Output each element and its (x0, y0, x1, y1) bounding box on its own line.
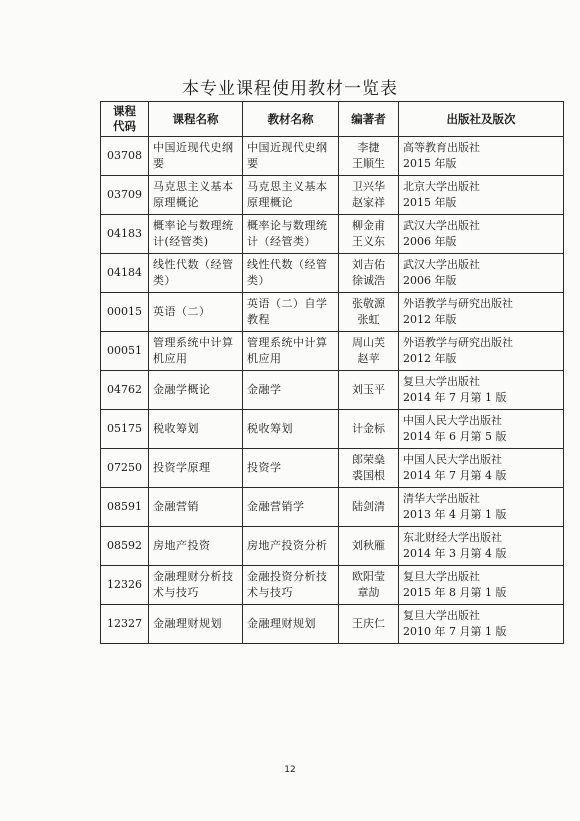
textbook-name-cell: 管理系统中计算机应用 (243, 332, 339, 371)
table-row (101, 410, 564, 449)
publisher-cell: 北京大学出版社 2015 年版 (399, 176, 564, 215)
header-course-name: 课程名称 (149, 102, 243, 137)
course-name-cell: 金融理财分析技术与技巧 (149, 566, 243, 605)
course-name-cell: 英语（二） (149, 293, 243, 332)
publisher-cell: 外语教学与研究出版社 2012 年版 (399, 332, 564, 371)
table-row (101, 527, 564, 566)
course-name-cell: 金融学概论 (149, 371, 243, 410)
table-row (101, 215, 564, 254)
course-name-cell: 税收筹划 (149, 410, 243, 449)
author-cell: 王庆仁 (339, 605, 399, 644)
header-textbook-name: 教材名称 (243, 102, 339, 137)
course-name-cell: 房地产投资 (149, 527, 243, 566)
table-row (101, 137, 564, 176)
table-row (101, 566, 564, 605)
course-code-cell: 03709 (101, 176, 149, 215)
author-cell: 卫兴华 赵家祥 (339, 176, 399, 215)
table-row (101, 254, 564, 293)
course-name-cell: 管理系统中计算机应用 (149, 332, 243, 371)
textbook-name-cell: 投资学 (243, 449, 339, 488)
course-code-cell: 05175 (101, 410, 149, 449)
publisher-cell: 中国人民大学出版社 2014 年 7 月第 4 版 (399, 449, 564, 488)
course-name-cell: 马克思主义基本原理概论 (149, 176, 243, 215)
textbook-name-cell: 金融营销学 (243, 488, 339, 527)
course-name-cell: 中国近现代史纲要 (149, 137, 243, 176)
course-code-cell: 07250 (101, 449, 149, 488)
textbook-name-cell: 金融理财规划 (243, 605, 339, 644)
table-row (101, 449, 564, 488)
textbook-name-cell: 金融投资分析技术与技巧 (243, 566, 339, 605)
author-cell: 刘玉平 (339, 371, 399, 410)
course-code-cell: 08592 (101, 527, 149, 566)
course-code-cell: 03708 (101, 137, 149, 176)
textbook-name-cell: 马克思主义基本原理概论 (243, 176, 339, 215)
course-name-cell: 线性代数（经管类） (149, 254, 243, 293)
course-name-cell: 投资学原理 (149, 449, 243, 488)
course-code-cell: 12327 (101, 605, 149, 644)
course-name-cell: 金融理财规划 (149, 605, 243, 644)
table-row (101, 332, 564, 371)
textbook-name-cell: 税收筹划 (243, 410, 339, 449)
textbook-name-cell: 金融学 (243, 371, 339, 410)
author-cell: 刘吉佑 徐诚浩 (339, 254, 399, 293)
textbook-name-cell: 概率论与数理统计（经管类） (243, 215, 339, 254)
course-code-cell: 04184 (101, 254, 149, 293)
publisher-cell: 清华大学出版社 2013 年 4 月第 1 版 (399, 488, 564, 527)
author-cell: 张敬源 张虹 (339, 293, 399, 332)
course-name-cell: 概率论与数理统计(经管类) (149, 215, 243, 254)
table-row (101, 488, 564, 527)
table-row (101, 176, 564, 215)
publisher-cell: 外语教学与研究出版社 2012 年版 (399, 293, 564, 332)
author-cell: 欧阳莹 章劼 (339, 566, 399, 605)
textbook-name-cell: 中国近现代史纲要 (243, 137, 339, 176)
course-code-cell: 12326 (101, 566, 149, 605)
textbook-table (100, 101, 564, 644)
table-row (101, 371, 564, 410)
author-cell: 周山芙 赵苹 (339, 332, 399, 371)
publisher-cell: 复旦大学出版社 2010 年 7 月第 1 版 (399, 605, 564, 644)
publisher-cell: 东北财经大学出版社 2014 年 3 月第 4 版 (399, 527, 564, 566)
publisher-cell: 复旦大学出版社 2015 年 8 月第 1 版 (399, 566, 564, 605)
textbook-name-cell: 英语（二）自学教程 (243, 293, 339, 332)
header-author: 编著者 (339, 102, 399, 137)
table-row (101, 605, 564, 644)
table-header-row (101, 102, 564, 137)
course-name-cell: 金融营销 (149, 488, 243, 527)
course-code-cell: 04762 (101, 371, 149, 410)
author-cell: 柳金甫 王义东 (339, 215, 399, 254)
table-row (101, 293, 564, 332)
author-cell: 刘秋雁 (339, 527, 399, 566)
author-cell: 郎荣燊 裘国根 (339, 449, 399, 488)
textbook-name-cell: 房地产投资分析 (243, 527, 339, 566)
page-title: 本专业课程使用教材一览表 (182, 79, 398, 99)
author-cell: 计金标 (339, 410, 399, 449)
publisher-cell: 中国人民大学出版社 2014 年 6 月第 5 版 (399, 410, 564, 449)
course-code-cell: 04183 (101, 215, 149, 254)
header-publisher: 出版社及版次 (399, 102, 564, 137)
author-cell: 陆剑清 (339, 488, 399, 527)
publisher-cell: 武汉大学出版社 2006 年版 (399, 215, 564, 254)
course-code-cell: 00015 (101, 293, 149, 332)
publisher-cell: 复旦大学出版社 2014 年 7 月第 1 版 (399, 371, 564, 410)
textbook-name-cell: 线性代数（经管类） (243, 254, 339, 293)
course-code-cell: 08591 (101, 488, 149, 527)
page-number: 12 (284, 765, 296, 775)
author-cell: 李捷 王顺生 (339, 137, 399, 176)
course-code-cell: 00051 (101, 332, 149, 371)
publisher-cell: 武汉大学出版社 2006 年版 (399, 254, 564, 293)
header-course-code: 课程 代码 (101, 102, 149, 137)
publisher-cell: 高等教育出版社 2015 年版 (399, 137, 564, 176)
